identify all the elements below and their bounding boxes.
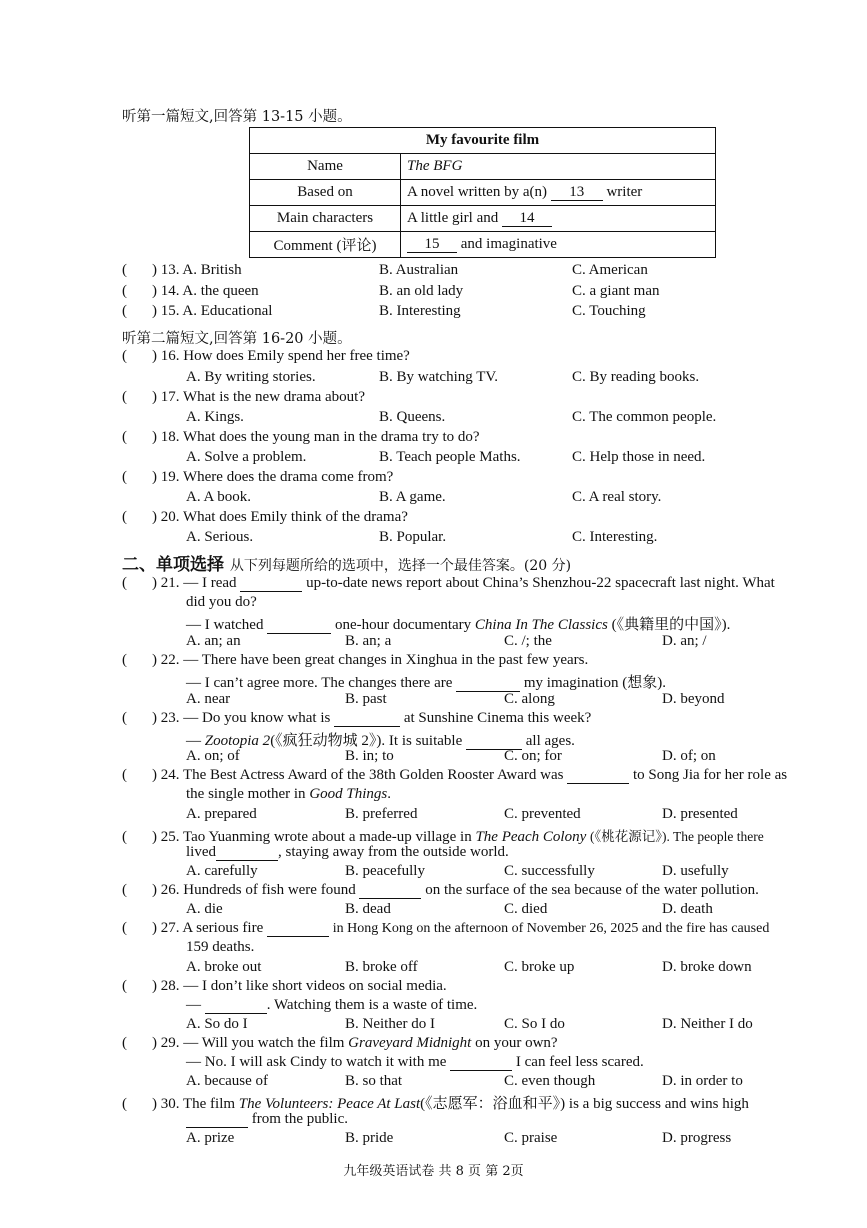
- table-text: and imaginative: [460, 236, 557, 252]
- option-d[interactable]: D. broke down: [662, 959, 752, 975]
- table-label-based-on: Based on: [250, 180, 401, 206]
- option-c[interactable]: C. So I do: [504, 1016, 565, 1032]
- question-21: ( ) 21. — I read up-to-date news report about China’s Shenzhou-22 spacecraft last night. What: [122, 575, 775, 591]
- option-b[interactable]: B. A game.: [379, 489, 446, 505]
- option-c[interactable]: C. Interesting.: [572, 529, 658, 545]
- blank[interactable]: [267, 618, 331, 634]
- question-text: — I can’t agree more. The changes there are my imagination (想象).: [186, 675, 666, 691]
- option-b[interactable]: B. Australian: [379, 262, 459, 278]
- question-25: ( ) 25. Tao Yuanming wrote about a made-up village in The Peach Colony (《桃花源记》). The people there: [122, 829, 764, 845]
- table-label-comment: Comment (评论): [250, 232, 401, 258]
- question-28: ( ) 28. — I don’t like short videos on social media.: [122, 978, 447, 994]
- table-film-name: The BFG: [407, 158, 463, 174]
- option-a[interactable]: A. By writing stories.: [186, 369, 316, 385]
- section1-instruction: 听第一篇短文,回答第 13-15 小题。: [122, 109, 352, 125]
- option-a[interactable]: A. Serious.: [186, 529, 254, 545]
- question-16: ( ) 16. How does Emily spend her free time?: [122, 348, 410, 364]
- table-text: A novel written by a(n): [407, 184, 547, 200]
- question-14[interactable]: ( ) 14. A. the queen: [122, 283, 259, 299]
- option-b[interactable]: B. Queens.: [379, 409, 446, 425]
- page-footer: 九年级英语试卷 共 8 页 第 2页: [343, 1164, 524, 1179]
- option-c[interactable]: C. A real story.: [572, 489, 662, 505]
- option-c[interactable]: C. on; for: [504, 748, 562, 764]
- question-18: ( ) 18. What does the young man in the drama try to do?: [122, 429, 480, 445]
- option-b[interactable]: B. broke off: [345, 959, 418, 975]
- option-d[interactable]: D. beyond: [662, 691, 725, 707]
- table-label-name: Name: [250, 154, 401, 180]
- part2-heading: 二、单项选择 从下列每题所给的选项中，选择一个最佳答案。(20 分): [122, 555, 572, 575]
- option-b[interactable]: B. an old lady: [379, 283, 464, 299]
- blank[interactable]: [240, 576, 302, 592]
- question-26: ( ) 26. Hundreds of fish were found on the surface of the sea because of the water pollution.: [122, 882, 759, 898]
- blank[interactable]: [359, 883, 421, 899]
- blank[interactable]: [450, 1055, 512, 1071]
- option-d[interactable]: D. in order to: [662, 1073, 743, 1089]
- option-d[interactable]: D. an; /: [662, 633, 707, 649]
- question-text: — . Watching them is a waste of time.: [186, 997, 478, 1013]
- option-a[interactable]: A. die: [186, 901, 223, 917]
- question-text: lived , staying away from the outside world.: [186, 844, 509, 860]
- blank[interactable]: [216, 845, 278, 861]
- table-text: A little girl and: [407, 210, 499, 226]
- question-19: ( ) 19. Where does the drama come from?: [122, 469, 394, 485]
- table-title: My favourite film: [250, 128, 716, 154]
- part2-instruction: 从下列每题所给的选项中，选择一个最佳答案。(20 分): [229, 558, 572, 574]
- blank[interactable]: [205, 998, 267, 1014]
- question-text: did you do?: [186, 594, 257, 610]
- option-a[interactable]: A. on; of: [186, 748, 240, 764]
- option-b[interactable]: B. preferred: [345, 806, 418, 822]
- option-b[interactable]: B. past: [345, 691, 387, 707]
- option-c[interactable]: C. prevented: [504, 806, 581, 822]
- option-b[interactable]: B. Interesting: [379, 303, 461, 319]
- option-b[interactable]: B. By watching TV.: [379, 369, 499, 385]
- option-b[interactable]: B. Neither do I: [345, 1016, 435, 1032]
- option-d[interactable]: D. of; on: [662, 748, 716, 764]
- option-c[interactable]: C. praise: [504, 1130, 558, 1146]
- option-b[interactable]: B. dead: [345, 901, 391, 917]
- question-23: ( ) 23. — Do you know what is at Sunshine Cinema this week?: [122, 710, 592, 726]
- question-text: — No. I will ask Cindy to watch it with me I can feel less scared.: [186, 1054, 644, 1070]
- question-17: ( ) 17. What is the new drama about?: [122, 389, 365, 405]
- question-27: ( ) 27. A serious fire in Hong Kong on the afternoon of November 26, 2025 and the fire has caused: [122, 920, 770, 936]
- option-a[interactable]: A. A book.: [186, 489, 252, 505]
- option-d[interactable]: D. progress: [662, 1130, 732, 1146]
- option-d[interactable]: D. Neither I do: [662, 1016, 753, 1032]
- option-b[interactable]: B. in; to: [345, 748, 394, 764]
- blank-14[interactable]: 14: [502, 211, 552, 227]
- option-a[interactable]: A. Kings.: [186, 409, 244, 425]
- blank[interactable]: [334, 711, 400, 727]
- option-c[interactable]: C. Touching: [572, 303, 646, 319]
- question-text: — I watched one-hour documentary China In The Classics (《典籍里的中国》).: [186, 617, 731, 633]
- option-a[interactable]: A. broke out: [186, 959, 262, 975]
- option-a[interactable]: A. prize: [186, 1130, 235, 1146]
- option-b[interactable]: B. so that: [345, 1073, 403, 1089]
- blank-13[interactable]: 13: [551, 185, 603, 201]
- blank[interactable]: [186, 1112, 248, 1128]
- option-c[interactable]: C. even though: [504, 1073, 596, 1089]
- option-a[interactable]: A. an; an: [186, 633, 241, 649]
- option-a[interactable]: A. near: [186, 691, 231, 707]
- option-d[interactable]: D. death: [662, 901, 713, 917]
- option-a[interactable]: A. Solve a problem.: [186, 449, 307, 465]
- question-24: ( ) 24. The Best Actress Award of the 38th Golden Rooster Award was to Song Jia for her role as: [122, 767, 788, 783]
- question-30: ( ) 30. The film The Volunteers: Peace At Last(《志愿军：浴血和平》) is a big success and wins high: [122, 1096, 749, 1112]
- question-text: — Zootopia 2(《疯狂动物城 2》). It is suitable all ages.: [186, 733, 575, 749]
- question-15[interactable]: ( ) 15. A. Educational: [122, 303, 273, 319]
- option-a[interactable]: A. because of: [186, 1073, 269, 1089]
- option-c[interactable]: C. /; the: [504, 633, 552, 649]
- table-label-main-characters: Main characters: [250, 206, 401, 232]
- option-a[interactable]: A. So do I: [186, 1016, 248, 1032]
- option-b[interactable]: B. Popular.: [379, 529, 447, 545]
- favourite-film-table: [249, 127, 716, 258]
- option-c[interactable]: C. By reading books.: [572, 369, 700, 385]
- question-29: ( ) 29. — Will you watch the film Graveyard Midnight on your own?: [122, 1035, 558, 1051]
- table-text: writer: [606, 184, 643, 200]
- question-13[interactable]: ( ) 13. A. British: [122, 262, 242, 278]
- blank[interactable]: [567, 768, 629, 784]
- option-c[interactable]: C. died: [504, 901, 548, 917]
- option-a[interactable]: A. prepared: [186, 806, 257, 822]
- option-d[interactable]: D. usefully: [662, 863, 729, 879]
- blank-15[interactable]: 15: [407, 237, 457, 253]
- option-c[interactable]: C. along: [504, 691, 555, 707]
- option-c[interactable]: C. successfully: [504, 863, 595, 879]
- option-a[interactable]: A. carefully: [186, 863, 258, 879]
- option-c[interactable]: C. The common people.: [572, 409, 717, 425]
- blank[interactable]: [267, 921, 329, 937]
- question-text: 159 deaths.: [186, 939, 255, 955]
- option-c[interactable]: C. a giant man: [572, 283, 660, 299]
- option-c[interactable]: C. American: [572, 262, 648, 278]
- option-b[interactable]: B. pride: [345, 1130, 394, 1146]
- question-22: ( ) 22. — There have been great changes in Xinghua in the past few years.: [122, 652, 589, 668]
- blank[interactable]: [456, 676, 520, 692]
- option-b[interactable]: B. peacefully: [345, 863, 425, 879]
- question-20: ( ) 20. What does Emily think of the drama?: [122, 509, 408, 525]
- option-b[interactable]: B. Teach people Maths.: [379, 449, 521, 465]
- question-text: the single mother in Good Things.: [186, 786, 391, 802]
- option-b[interactable]: B. an; a: [345, 633, 392, 649]
- question-text: from the public.: [186, 1111, 348, 1128]
- section2-instruction: 听第二篇短文,回答第 16-20 小题。: [122, 331, 352, 347]
- option-c[interactable]: C. broke up: [504, 959, 575, 975]
- option-d[interactable]: D. presented: [662, 806, 738, 822]
- option-c[interactable]: C. Help those in need.: [572, 449, 706, 465]
